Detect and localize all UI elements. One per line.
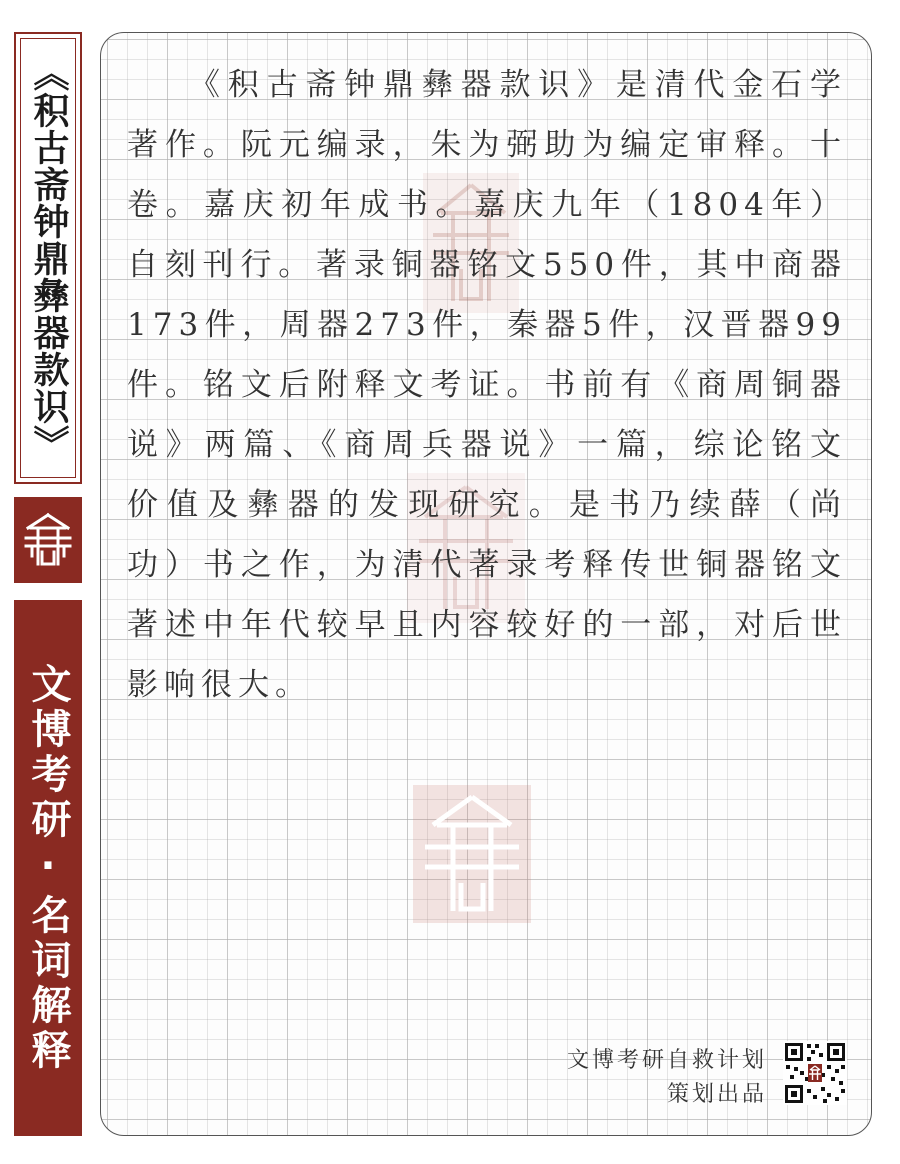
seal-logo-icon (22, 512, 74, 568)
column-label-block (14, 600, 82, 1136)
content-card (100, 32, 872, 1136)
credit-line-2: 策划出品 (666, 1082, 767, 1107)
credit-line-1: 文博考研自救计划 (566, 1048, 767, 1073)
seal-logo (14, 497, 82, 583)
title-box (14, 32, 82, 484)
body-text: 《积古斋钟鼎彝器款识》是清代金石学著作。阮元编录，朱为弼助为编定审释。十卷。嘉庆初年成书。嘉庆九年（1804年）自刻刊行。著录铜器铭文550件，其中商器173件，周器273件，秦器5件，汉晋器99件。铭文后附释文考证。书前有《商周铜器说》两篇、《商周兵器说》一篇，综论铭文价值及彝器的发现研究。是书乃续薛（尚功）书之作，为清代著录考释传世铜器铭文著述中年代较早且内容较好的一部，对后世影响很大。 (127, 67, 847, 703)
page-title: 《积古斋钟鼎彝器款识》 (28, 54, 69, 462)
column-label: 文博考研·名词解释 (25, 662, 71, 1074)
qr-code-icon[interactable] (783, 1041, 847, 1105)
watermark-seal-icon (413, 785, 531, 923)
